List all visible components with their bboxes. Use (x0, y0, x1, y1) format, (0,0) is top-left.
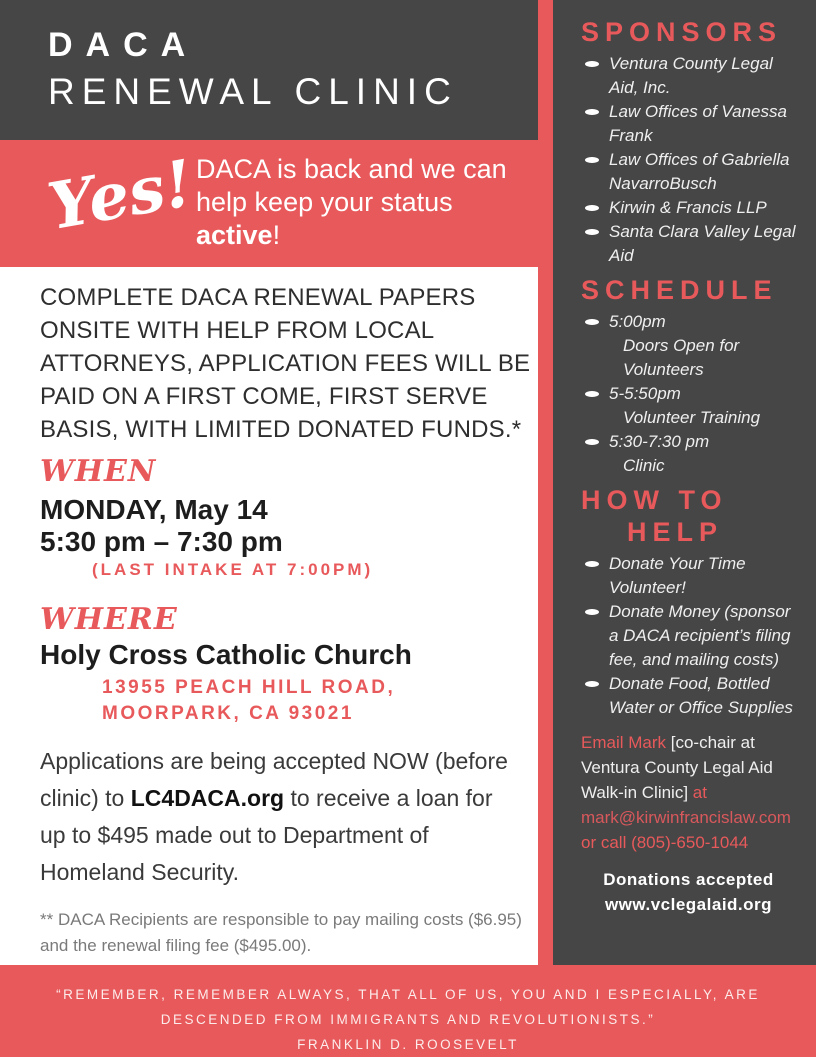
contact-middle: [co-chair at Ventura County Legal Aid Walk-in Clinic] (581, 733, 773, 802)
yes-script-word: Yes! (42, 145, 199, 246)
address-line-2: MOORPARK, CA 93021 (102, 703, 354, 724)
bullet-icon (585, 205, 599, 211)
quote-line-2: DESCENDED FROM IMMIGRANTS AND REVOLUTIONISTS.” (160, 1012, 656, 1027)
bullet-icon (585, 609, 599, 615)
bullet-icon (585, 229, 599, 235)
venue-address (102, 675, 526, 727)
sponsor-item: Santa Clara Valley Legal Aid (581, 220, 796, 268)
applications-end: to receive a loan for up to $495 made out to Department of Homeland Security. (40, 785, 493, 885)
how-to-help-heading: HOW TO HELP (581, 485, 728, 547)
hero-message-end: ! (272, 220, 281, 250)
page-title-renewal-clinic: RENEWAL CLINIC (48, 71, 458, 112)
bullet-icon (585, 681, 599, 687)
address-line-1: 13955 PEACH HILL ROAD, (102, 677, 396, 698)
schedule-list (581, 310, 796, 478)
venue-name: Holy Cross Catholic Church (40, 639, 412, 670)
last-intake-note: (LAST INTAKE AT 7:00PM) (92, 560, 374, 579)
schedule-desc: Clinic (623, 456, 665, 475)
schedule-item (581, 430, 796, 478)
sponsors-list (581, 52, 796, 268)
hero-message-bold: active (196, 220, 273, 250)
contact-email-link[interactable]: mark@kirwinfrancislaw.com (581, 808, 791, 827)
bullet-icon (585, 439, 599, 445)
sponsor-item: Law Offices of Gabriella NavarroBusch (581, 148, 796, 196)
event-date: MONDAY, May 14 (40, 494, 268, 525)
schedule-item (581, 382, 796, 430)
hero-message-start: DACA is back and we can help keep your status (196, 154, 507, 217)
fees-footnote: ** DACA Recipients are responsible to pay mailing costs ($6.95) and the renewal filing fee ($495.00). (40, 910, 522, 955)
page-title-daca: DACA (48, 26, 199, 64)
hero-banner (0, 140, 553, 267)
hero-message (196, 153, 536, 252)
contact-lead: Email Mark (581, 733, 667, 752)
sponsor-item: Law Offices of Vanessa Frank (581, 100, 796, 148)
help-item: Donate Money (sponsor a DACA recipient’s filing fee, and mailing costs) (581, 600, 796, 672)
donations-note (581, 867, 796, 917)
bullet-icon (585, 157, 599, 163)
sponsors-heading: SPONSORS (581, 17, 783, 47)
contact-phone: or call (805)-650-1044 (581, 833, 749, 852)
where-heading: WHERE (40, 602, 178, 637)
contact-note (581, 730, 796, 855)
schedule-time: 5-5:50pm (609, 384, 681, 403)
header-panel (0, 0, 538, 140)
bullet-icon (585, 319, 599, 325)
footer-quote-band (0, 965, 816, 1056)
main-panel (0, 267, 538, 965)
event-time: 5:30 pm – 7:30 pm (40, 526, 283, 557)
intro-paragraph: COMPLETE DACA RENEWAL PAPERS ONSITE WITH HELP FROM LOCAL ATTORNEYS, APPLICATION FEES WILL BE PAID ON A FIRST COME, FIRST SERVE BASIS, WITH LIMITED DONATED FUNDS.* (40, 284, 531, 443)
schedule-time: 5:30-7:30 pm (609, 432, 710, 451)
quote-line-1: “REMEMBER, REMEMBER ALWAYS, THAT ALL OF US, YOU AND I ESPECIALLY, ARE (56, 987, 760, 1002)
donations-url-link[interactable]: www.vclegalaid.org (604, 895, 773, 914)
quote-attribution: FRANKLIN D. ROOSEVELT (297, 1037, 519, 1052)
bullet-icon (585, 61, 599, 67)
when-heading: WHEN (40, 454, 157, 489)
sponsor-item: Ventura County Legal Aid, Inc. (581, 52, 796, 100)
schedule-heading: SCHEDULE (581, 275, 778, 305)
donations-line: Donations accepted (603, 870, 774, 889)
help-item: Donate Food, Bottled Water or Office Supplies (581, 672, 796, 720)
contact-at: at (692, 783, 707, 802)
bullet-icon (585, 109, 599, 115)
applications-start: Applications are being accepted NOW (before clinic) to (40, 748, 508, 811)
bullet-icon (585, 391, 599, 397)
schedule-desc: Volunteer Training (623, 408, 761, 427)
schedule-desc: Doors Open for Volunteers (623, 336, 740, 379)
lc4daca-link[interactable]: LC4DACA.org (130, 785, 285, 811)
schedule-time: 5:00pm (609, 312, 666, 331)
schedule-item (581, 310, 796, 382)
sidebar-panel (553, 0, 816, 965)
help-item: Donate Your Time Volunteer! (581, 552, 796, 600)
sponsor-item: Kirwin & Francis LLP (581, 196, 796, 220)
how-to-help-list (581, 552, 796, 720)
bullet-icon (585, 561, 599, 567)
applications-paragraph (40, 743, 510, 891)
